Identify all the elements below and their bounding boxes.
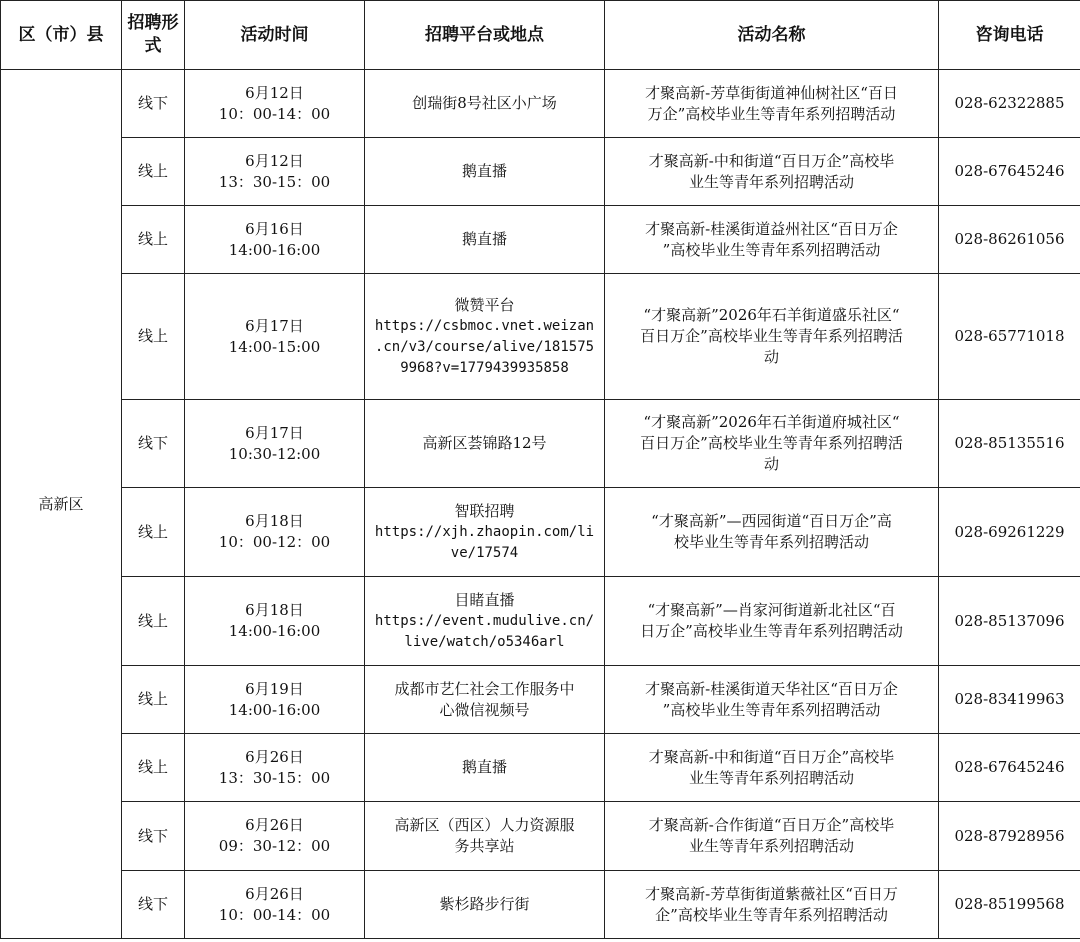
activity-name-text: ”高校毕业生等青年系列招聘活动 (662, 240, 881, 259)
phone-cell: 028-62322885 (939, 70, 1080, 138)
date-text: 6月26日 (245, 747, 304, 766)
table-row (1, 138, 1080, 206)
activity-name-text: 业生等青年系列招聘活动 (688, 768, 854, 787)
form-cell: 线上 (122, 666, 185, 734)
form-cell: 线上 (122, 138, 185, 206)
activity-name-cell (605, 734, 939, 802)
venue-text: 鹅直播 (461, 230, 507, 248)
activity-name-text: “才聚高新”2026年石羊街道府城社区“ (643, 413, 900, 431)
venue-cell (365, 802, 605, 871)
venue-text: 智联招聘 (454, 501, 515, 520)
time-cell (185, 138, 365, 206)
header-phone: 咨询电话 (939, 1, 1080, 70)
time-text: 10：00-14：00 (218, 104, 331, 123)
activity-name-text: 才聚高新-芳草街街道神仙树社区“百日 (645, 83, 898, 102)
activity-name-text: 百日万企”高校毕业生等青年系列招聘活 (640, 327, 903, 345)
table-row (1, 577, 1080, 666)
activity-name-text: “才聚高新”—肖家河街道新北社区“百 (647, 601, 896, 619)
time-text: 14:00-16:00 (228, 240, 321, 259)
venue-cell (365, 577, 605, 666)
venue-text: 心微信视频号 (439, 700, 530, 719)
table-body (1, 70, 1080, 939)
activity-name-text: 校毕业生等青年系列招聘活动 (673, 533, 869, 551)
date-text: 6月16日 (245, 219, 304, 238)
phone-cell: 028-69261229 (939, 488, 1080, 577)
time-cell (185, 734, 365, 802)
date-text: 6月26日 (245, 816, 304, 834)
time-text: 14:00-16:00 (228, 700, 321, 719)
activity-name-text: ”高校毕业生等青年系列招聘活动 (662, 700, 881, 719)
header-district: 区（市）县 (1, 1, 122, 70)
time-cell (185, 206, 365, 274)
venue-cell (365, 206, 605, 274)
time-cell (185, 488, 365, 577)
venue-text: 鹅直播 (461, 162, 507, 180)
table-row (1, 488, 1080, 577)
phone-cell: 028-65771018 (939, 274, 1080, 400)
date-text: 6月17日 (245, 316, 304, 335)
venue-text: 鹅直播 (461, 758, 507, 776)
venue-url-text: https://csbmoc.vnet.weizan (374, 317, 595, 334)
venue-url-text: https://xjh.zhaopin.com/li (374, 523, 595, 540)
date-text: 6月18日 (245, 601, 304, 619)
time-cell (185, 577, 365, 666)
activity-name-text: 日万企”高校毕业生等青年系列招聘活动 (640, 622, 903, 640)
form-cell: 线下 (122, 802, 185, 871)
venue-text: 微赞平台 (454, 295, 515, 314)
date-text: 6月12日 (245, 151, 304, 170)
phone-cell: 028-86261056 (939, 206, 1080, 274)
venue-text: 高新区（西区）人力资源服 (394, 816, 575, 834)
form-cell: 线上 (122, 206, 185, 274)
date-text: 6月19日 (245, 679, 304, 698)
venue-url-text: https://event.mudulive.cn/ (374, 612, 595, 629)
time-text: 14:00-15:00 (228, 337, 321, 356)
activity-name-text: 业生等青年系列招聘活动 (688, 837, 854, 855)
form-cell: 线下 (122, 400, 185, 488)
time-text: 10:30-12:00 (228, 444, 321, 463)
time-text: 10：00-12：00 (218, 533, 331, 551)
phone-cell: 028-85137096 (939, 577, 1080, 666)
date-text: 6月12日 (245, 83, 304, 102)
header-time: 活动时间 (185, 1, 365, 70)
form-cell: 线下 (122, 70, 185, 138)
activity-name-cell (605, 274, 939, 400)
form-cell: 线上 (122, 274, 185, 400)
header-form: 招聘形式 (122, 1, 185, 70)
activity-name-cell (605, 871, 939, 939)
time-cell (185, 70, 365, 138)
phone-cell: 028-85135516 (939, 400, 1080, 488)
activity-name-text: 才聚高新-合作街道“百日万企”高校毕 (648, 816, 895, 834)
venue-text: 创瑞街8号社区小广场 (412, 94, 557, 112)
header-venue: 招聘平台或地点 (365, 1, 605, 70)
form-cell: 线下 (122, 871, 185, 939)
table-row (1, 666, 1080, 734)
activity-name-text: 才聚高新-芳草街街道紫薇社区“百日万 (645, 884, 898, 903)
activity-name-text: “才聚高新”2026年石羊街道盛乐社区“ (643, 306, 900, 324)
venue-text: 目睹直播 (454, 590, 515, 609)
table-row (1, 274, 1080, 400)
time-cell (185, 802, 365, 871)
activity-name-text: 百日万企”高校毕业生等青年系列招聘活 (640, 434, 903, 452)
table-row (1, 70, 1080, 138)
activity-name-text: 才聚高新-桂溪街道天华社区“百日万企 (645, 679, 898, 698)
date-text: 6月18日 (245, 512, 304, 530)
venue-url-text: 9968?v=1779439935858 (400, 359, 569, 376)
time-text: 13：30-15：00 (218, 768, 331, 787)
activity-name-text: 企”高校毕业生等青年系列招聘活动 (655, 905, 888, 924)
header-row (1, 1, 1080, 70)
time-cell (185, 274, 365, 400)
time-cell (185, 871, 365, 939)
activity-name-text: 才聚高新-中和街道“百日万企”高校毕 (648, 747, 895, 766)
header-name: 活动名称 (605, 1, 939, 70)
form-cell: 线上 (122, 577, 185, 666)
phone-cell: 028-83419963 (939, 666, 1080, 734)
activity-name-cell (605, 138, 939, 206)
activity-name-cell (605, 802, 939, 871)
venue-text: 成都市艺仁社会工作服务中 (394, 679, 575, 698)
date-text: 6月17日 (245, 423, 304, 442)
time-text: 14:00-16:00 (228, 622, 321, 640)
table-row (1, 802, 1080, 871)
time-text: 10：00-14：00 (218, 905, 331, 924)
venue-cell (365, 488, 605, 577)
form-cell: 线上 (122, 734, 185, 802)
table-row (1, 734, 1080, 802)
table-row (1, 871, 1080, 939)
phone-cell: 028-85199568 (939, 871, 1080, 939)
activity-name-cell (605, 666, 939, 734)
activity-name-text: 动 (763, 348, 779, 366)
activity-name-cell (605, 577, 939, 666)
activity-name-cell (605, 400, 939, 488)
activity-name-cell (605, 206, 939, 274)
venue-text: 务共享站 (454, 837, 515, 855)
venue-text: 紫杉路步行街 (439, 895, 530, 913)
venue-cell (365, 871, 605, 939)
time-cell (185, 666, 365, 734)
venue-cell (365, 666, 605, 734)
activity-name-text: 才聚高新-桂溪街道益州社区“百日万企 (645, 219, 898, 238)
venue-cell (365, 734, 605, 802)
activity-name-text: 动 (763, 455, 779, 473)
venue-url-text: .cn/v3/course/alive/181575 (374, 338, 595, 355)
phone-cell: 028-87928956 (939, 802, 1080, 871)
venue-cell (365, 138, 605, 206)
activity-name-cell (605, 488, 939, 577)
form-cell: 线上 (122, 488, 185, 577)
phone-cell: 028-67645246 (939, 138, 1080, 206)
venue-cell (365, 400, 605, 488)
activity-name-text: 业生等青年系列招聘活动 (688, 172, 854, 191)
district-cell: 高新区 (1, 70, 122, 939)
activity-name-text: 才聚高新-中和街道“百日万企”高校毕 (648, 151, 895, 170)
venue-text: 高新区荟锦路12号 (422, 434, 547, 452)
table-row (1, 400, 1080, 488)
date-text: 6月26日 (245, 884, 304, 903)
time-text: 09：30-12：00 (218, 837, 331, 855)
venue-cell (365, 70, 605, 138)
activity-name-cell (605, 70, 939, 138)
table-row (1, 206, 1080, 274)
time-text: 13：30-15：00 (218, 172, 331, 191)
time-cell (185, 400, 365, 488)
venue-url-text: ve/17574 (450, 544, 519, 561)
venue-url-text: live/watch/o5346arl (404, 633, 565, 650)
activity-name-text: 万企”高校毕业生等青年系列招聘活动 (647, 104, 896, 123)
venue-cell (365, 274, 605, 400)
phone-cell: 028-67645246 (939, 734, 1080, 802)
activity-name-text: “才聚高新”—西园街道“百日万企”高 (651, 512, 892, 530)
